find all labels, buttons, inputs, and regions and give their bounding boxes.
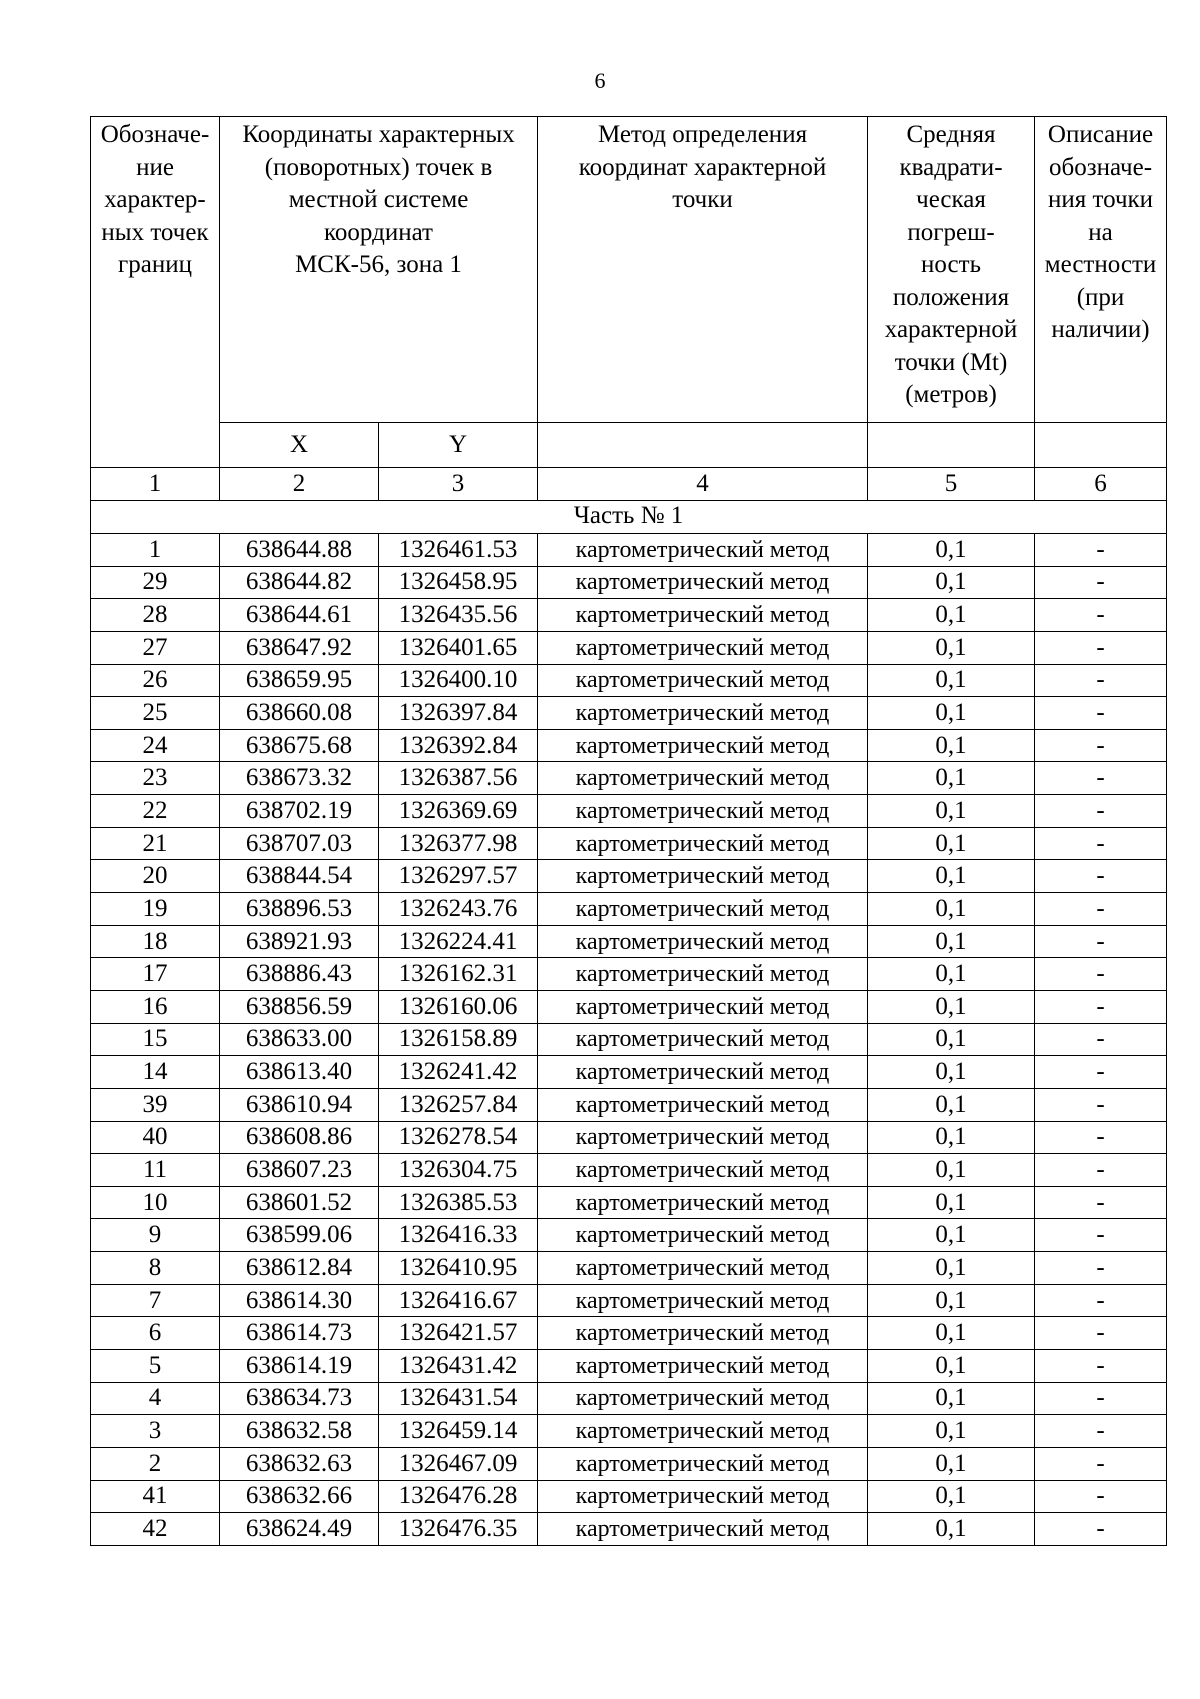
x-coordinate-cell: 638675.68: [220, 729, 379, 762]
point-number-cell: 23: [91, 762, 220, 795]
method-cell: картометрический метод: [538, 1415, 868, 1448]
y-coordinate-cell: 1326397.84: [379, 697, 538, 730]
description-cell: -: [1035, 1415, 1167, 1448]
point-number-cell: 10: [91, 1186, 220, 1219]
mt-cell: 0,1: [868, 697, 1035, 730]
description-cell: -: [1035, 827, 1167, 860]
y-coordinate-cell: 1326377.98: [379, 827, 538, 860]
mt-cell: 0,1: [868, 1088, 1035, 1121]
mt-cell: 0,1: [868, 631, 1035, 664]
point-number-cell: 18: [91, 925, 220, 958]
table-row: [91, 1154, 1167, 1187]
table-row: [91, 1056, 1167, 1089]
y-coordinate-cell: 1326459.14: [379, 1415, 538, 1448]
column-number: 6: [1035, 468, 1167, 501]
mt-cell: 0,1: [868, 762, 1035, 795]
point-number-cell: 2: [91, 1447, 220, 1480]
method-cell: картометрический метод: [538, 1154, 868, 1187]
table-row: [91, 534, 1167, 567]
method-cell: картометрический метод: [538, 1480, 868, 1513]
table-row: [91, 631, 1167, 664]
x-coordinate-cell: 638673.32: [220, 762, 379, 795]
y-coordinate-cell: 1326369.69: [379, 795, 538, 828]
mt-cell: 0,1: [868, 990, 1035, 1023]
y-coordinate-cell: 1326458.95: [379, 566, 538, 599]
table-row: [91, 795, 1167, 828]
method-cell: картометрический метод: [538, 795, 868, 828]
y-coordinate-cell: 1326421.57: [379, 1317, 538, 1350]
column-number: 4: [538, 468, 868, 501]
mt-cell: 0,1: [868, 1186, 1035, 1219]
mt-cell: 0,1: [868, 664, 1035, 697]
y-coordinate-cell: 1326416.67: [379, 1284, 538, 1317]
table-row: [91, 990, 1167, 1023]
table-row: [91, 1480, 1167, 1513]
mt-cell: 0,1: [868, 925, 1035, 958]
description-cell: -: [1035, 566, 1167, 599]
mt-cell: 0,1: [868, 827, 1035, 860]
y-coordinate-cell: 1326476.28: [379, 1480, 538, 1513]
method-cell: картометрический метод: [538, 664, 868, 697]
coordinates-table: [90, 116, 1167, 1546]
x-coordinate-cell: 638644.88: [220, 534, 379, 567]
mt-cell: 0,1: [868, 1317, 1035, 1350]
description-cell: -: [1035, 729, 1167, 762]
description-cell: -: [1035, 958, 1167, 991]
point-number-cell: 16: [91, 990, 220, 1023]
method-cell: картометрический метод: [538, 1219, 868, 1252]
x-coordinate-cell: 638601.52: [220, 1186, 379, 1219]
method-cell: картометрический метод: [538, 1186, 868, 1219]
y-coordinate-cell: 1326224.41: [379, 925, 538, 958]
x-coordinate-cell: 638896.53: [220, 893, 379, 926]
mt-cell: 0,1: [868, 893, 1035, 926]
x-coordinate-cell: 638614.73: [220, 1317, 379, 1350]
column-number: 1: [91, 468, 220, 501]
description-cell: -: [1035, 762, 1167, 795]
column-number: 2: [220, 468, 379, 501]
description-cell: -: [1035, 1023, 1167, 1056]
point-number-cell: 9: [91, 1219, 220, 1252]
point-number-cell: 4: [91, 1382, 220, 1415]
x-coordinate-cell: 638660.08: [220, 697, 379, 730]
header-empty-cell: [1035, 423, 1167, 468]
section-title: Часть № 1: [91, 501, 1167, 534]
header-mean-square-error: Средняя квадрати- ческая погреш- ность положения характерной точки (Mt) (метров): [868, 117, 1035, 423]
header-point-description: Описание обозначе- ния точки на местности (при наличии): [1035, 117, 1167, 423]
mt-cell: 0,1: [868, 958, 1035, 991]
table-row: [91, 860, 1167, 893]
y-coordinate-cell: 1326278.54: [379, 1121, 538, 1154]
table-row: [91, 1219, 1167, 1252]
description-cell: -: [1035, 1056, 1167, 1089]
y-coordinate-cell: 1326435.56: [379, 599, 538, 632]
method-cell: картометрический метод: [538, 1350, 868, 1383]
table-row: [91, 1252, 1167, 1285]
description-cell: -: [1035, 1382, 1167, 1415]
header-point-designation: Обозначе- ние характер- ных точек границ: [91, 117, 220, 468]
table-row: [91, 1186, 1167, 1219]
y-coordinate-cell: 1326158.89: [379, 1023, 538, 1056]
x-coordinate-cell: 638634.73: [220, 1382, 379, 1415]
x-coordinate-cell: 638633.00: [220, 1023, 379, 1056]
x-coordinate-cell: 638856.59: [220, 990, 379, 1023]
description-cell: -: [1035, 1186, 1167, 1219]
point-number-cell: 17: [91, 958, 220, 991]
table-row: [91, 762, 1167, 795]
x-coordinate-cell: 638613.40: [220, 1056, 379, 1089]
x-coordinate-cell: 638612.84: [220, 1252, 379, 1285]
method-cell: картометрический метод: [538, 827, 868, 860]
description-cell: -: [1035, 1513, 1167, 1546]
description-cell: -: [1035, 1219, 1167, 1252]
mt-cell: 0,1: [868, 566, 1035, 599]
method-cell: картометрический метод: [538, 958, 868, 991]
y-coordinate-cell: 1326410.95: [379, 1252, 538, 1285]
point-number-cell: 3: [91, 1415, 220, 1448]
y-coordinate-cell: 1326243.76: [379, 893, 538, 926]
point-number-cell: 22: [91, 795, 220, 828]
table-row: [91, 827, 1167, 860]
method-cell: картометрический метод: [538, 1252, 868, 1285]
table-row: [91, 958, 1167, 991]
y-coordinate-cell: 1326461.53: [379, 534, 538, 567]
x-coordinate-cell: 638608.86: [220, 1121, 379, 1154]
description-cell: -: [1035, 599, 1167, 632]
table-row: [91, 893, 1167, 926]
header-empty-cell: [538, 423, 868, 468]
method-cell: картометрический метод: [538, 860, 868, 893]
mt-cell: 0,1: [868, 860, 1035, 893]
mt-cell: 0,1: [868, 1284, 1035, 1317]
mt-cell: 0,1: [868, 1415, 1035, 1448]
mt-cell: 0,1: [868, 1513, 1035, 1546]
point-number-cell: 41: [91, 1480, 220, 1513]
table-row: [91, 1088, 1167, 1121]
point-number-cell: 14: [91, 1056, 220, 1089]
x-coordinate-cell: 638614.19: [220, 1350, 379, 1383]
method-cell: картометрический метод: [538, 1056, 868, 1089]
point-number-cell: 19: [91, 893, 220, 926]
description-cell: -: [1035, 925, 1167, 958]
y-coordinate-cell: 1326385.53: [379, 1186, 538, 1219]
method-cell: картометрический метод: [538, 925, 868, 958]
method-cell: картометрический метод: [538, 534, 868, 567]
method-cell: картометрический метод: [538, 1284, 868, 1317]
point-number-cell: 29: [91, 566, 220, 599]
description-cell: -: [1035, 534, 1167, 567]
page-number: 6: [594, 68, 606, 93]
table-row: [91, 697, 1167, 730]
table-row: [91, 1317, 1167, 1350]
y-coordinate-cell: 1326431.54: [379, 1382, 538, 1415]
x-coordinate-cell: 638632.66: [220, 1480, 379, 1513]
method-cell: картометрический метод: [538, 893, 868, 926]
table-row: [91, 1513, 1167, 1546]
y-coordinate-cell: 1326416.33: [379, 1219, 538, 1252]
y-coordinate-cell: 1326160.06: [379, 990, 538, 1023]
table-row: [91, 1415, 1167, 1448]
y-coordinate-cell: 1326304.75: [379, 1154, 538, 1187]
x-coordinate-cell: 638610.94: [220, 1088, 379, 1121]
header-coordinates: Координаты характерных (поворотных) точек в местной системе координат МСК-56, зона 1: [220, 117, 538, 423]
method-cell: картометрический метод: [538, 1088, 868, 1121]
header-y: Y: [379, 423, 538, 468]
description-cell: -: [1035, 1317, 1167, 1350]
mt-cell: 0,1: [868, 534, 1035, 567]
header-method: Метод определения координат характерной точки: [538, 117, 868, 423]
point-number-cell: 27: [91, 631, 220, 664]
description-cell: -: [1035, 1252, 1167, 1285]
table-row: [91, 664, 1167, 697]
method-cell: картометрический метод: [538, 990, 868, 1023]
point-number-cell: 20: [91, 860, 220, 893]
table-row: [91, 566, 1167, 599]
x-coordinate-cell: 638707.03: [220, 827, 379, 860]
mt-cell: 0,1: [868, 1121, 1035, 1154]
point-number-cell: 28: [91, 599, 220, 632]
method-cell: картометрический метод: [538, 762, 868, 795]
point-number-cell: 15: [91, 1023, 220, 1056]
mt-cell: 0,1: [868, 1023, 1035, 1056]
x-coordinate-cell: 638599.06: [220, 1219, 379, 1252]
description-cell: -: [1035, 893, 1167, 926]
description-cell: -: [1035, 1447, 1167, 1480]
y-coordinate-cell: 1326162.31: [379, 958, 538, 991]
table-row: [91, 925, 1167, 958]
y-coordinate-cell: 1326241.42: [379, 1056, 538, 1089]
description-cell: -: [1035, 664, 1167, 697]
column-number: 5: [868, 468, 1035, 501]
description-cell: -: [1035, 1154, 1167, 1187]
y-coordinate-cell: 1326431.42: [379, 1350, 538, 1383]
point-number-cell: 6: [91, 1317, 220, 1350]
x-coordinate-cell: 638844.54: [220, 860, 379, 893]
table-row: [91, 1350, 1167, 1383]
header-empty-cell: [868, 423, 1035, 468]
point-number-cell: 5: [91, 1350, 220, 1383]
mt-cell: 0,1: [868, 729, 1035, 762]
mt-cell: 0,1: [868, 1382, 1035, 1415]
table-row: [91, 1121, 1167, 1154]
method-cell: картометрический метод: [538, 729, 868, 762]
description-cell: -: [1035, 860, 1167, 893]
y-coordinate-cell: 1326257.84: [379, 1088, 538, 1121]
point-number-cell: 8: [91, 1252, 220, 1285]
y-coordinate-cell: 1326401.65: [379, 631, 538, 664]
table-row: [91, 599, 1167, 632]
method-cell: картометрический метод: [538, 1447, 868, 1480]
x-coordinate-cell: 638702.19: [220, 795, 379, 828]
point-number-cell: 11: [91, 1154, 220, 1187]
method-cell: картометрический метод: [538, 566, 868, 599]
description-cell: -: [1035, 1350, 1167, 1383]
x-coordinate-cell: 638921.93: [220, 925, 379, 958]
y-coordinate-cell: 1326467.09: [379, 1447, 538, 1480]
description-cell: -: [1035, 990, 1167, 1023]
description-cell: -: [1035, 795, 1167, 828]
y-coordinate-cell: 1326392.84: [379, 729, 538, 762]
x-coordinate-cell: 638632.58: [220, 1415, 379, 1448]
x-coordinate-cell: 638659.95: [220, 664, 379, 697]
table-row: [91, 1284, 1167, 1317]
method-cell: картометрический метод: [538, 1382, 868, 1415]
x-coordinate-cell: 638607.23: [220, 1154, 379, 1187]
x-coordinate-cell: 638614.30: [220, 1284, 379, 1317]
method-cell: картометрический метод: [538, 599, 868, 632]
point-number-cell: 42: [91, 1513, 220, 1546]
mt-cell: 0,1: [868, 1219, 1035, 1252]
description-cell: -: [1035, 697, 1167, 730]
y-coordinate-cell: 1326297.57: [379, 860, 538, 893]
point-number-cell: 26: [91, 664, 220, 697]
x-coordinate-cell: 638647.92: [220, 631, 379, 664]
x-coordinate-cell: 638644.82: [220, 566, 379, 599]
y-coordinate-cell: 1326400.10: [379, 664, 538, 697]
method-cell: картометрический метод: [538, 1513, 868, 1546]
header-x: X: [220, 423, 379, 468]
x-coordinate-cell: 638886.43: [220, 958, 379, 991]
method-cell: картометрический метод: [538, 631, 868, 664]
method-cell: картометрический метод: [538, 697, 868, 730]
column-number: 3: [379, 468, 538, 501]
point-number-cell: 39: [91, 1088, 220, 1121]
description-cell: -: [1035, 1480, 1167, 1513]
table-row: [91, 1382, 1167, 1415]
mt-cell: 0,1: [868, 1447, 1035, 1480]
table-row: [91, 729, 1167, 762]
x-coordinate-cell: 638624.49: [220, 1513, 379, 1546]
point-number-cell: 24: [91, 729, 220, 762]
point-number-cell: 40: [91, 1121, 220, 1154]
description-cell: -: [1035, 1284, 1167, 1317]
x-coordinate-cell: 638632.63: [220, 1447, 379, 1480]
y-coordinate-cell: 1326476.35: [379, 1513, 538, 1546]
point-number-cell: 1: [91, 534, 220, 567]
method-cell: картометрический метод: [538, 1121, 868, 1154]
mt-cell: 0,1: [868, 1056, 1035, 1089]
mt-cell: 0,1: [868, 1154, 1035, 1187]
mt-cell: 0,1: [868, 1480, 1035, 1513]
mt-cell: 0,1: [868, 1252, 1035, 1285]
description-cell: -: [1035, 1121, 1167, 1154]
description-cell: -: [1035, 631, 1167, 664]
point-number-cell: 21: [91, 827, 220, 860]
mt-cell: 0,1: [868, 1350, 1035, 1383]
description-cell: -: [1035, 1088, 1167, 1121]
mt-cell: 0,1: [868, 795, 1035, 828]
point-number-cell: 7: [91, 1284, 220, 1317]
mt-cell: 0,1: [868, 599, 1035, 632]
point-number-cell: 25: [91, 697, 220, 730]
x-coordinate-cell: 638644.61: [220, 599, 379, 632]
table-row: [91, 1447, 1167, 1480]
table-row: [91, 1023, 1167, 1056]
method-cell: картометрический метод: [538, 1317, 868, 1350]
method-cell: картометрический метод: [538, 1023, 868, 1056]
y-coordinate-cell: 1326387.56: [379, 762, 538, 795]
